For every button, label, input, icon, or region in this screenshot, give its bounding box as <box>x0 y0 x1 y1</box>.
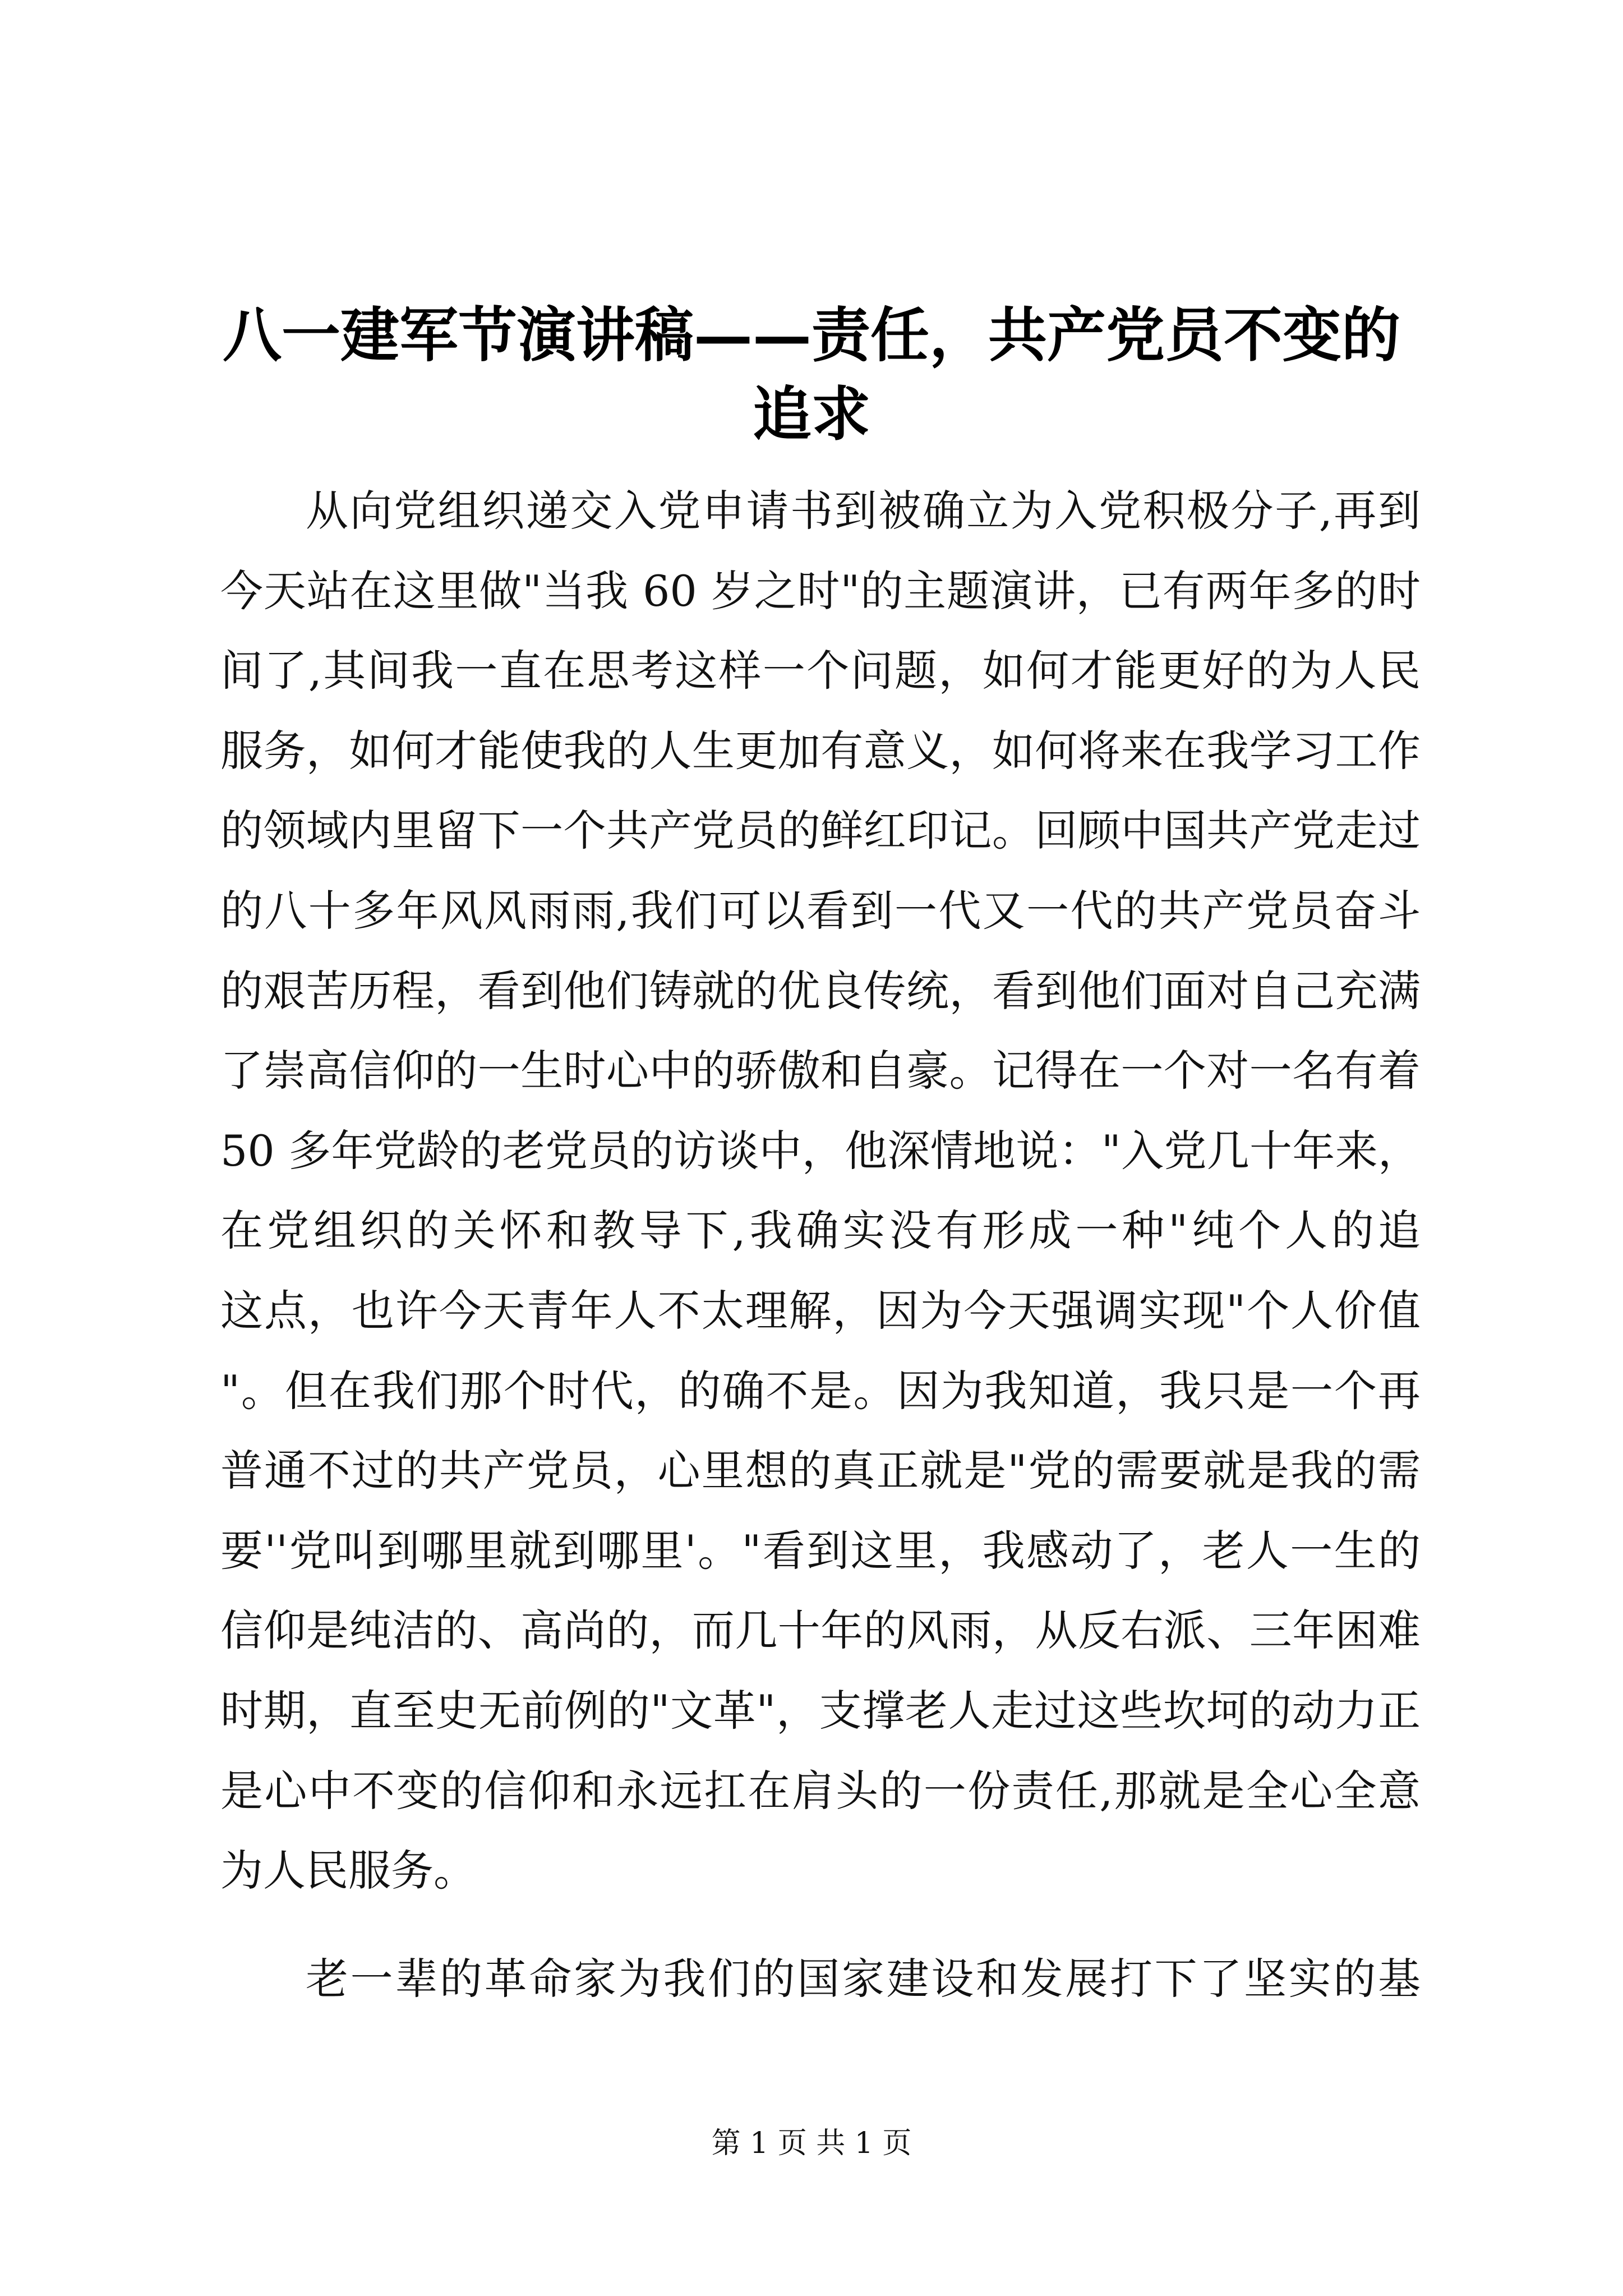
paragraph-line: 信仰是纯洁的、高尚的，而几十年的风雨，从反右派、三年困难 <box>220 1605 1421 1656</box>
paragraph-line: 要''党叫到哪里就到哪里'。"看到这里，我感动了，老人一生的 <box>220 1525 1421 1576</box>
paragraph-line: 的八十多年风风雨雨,我们可以看到一代又一代的共产党员奋斗 <box>220 885 1421 936</box>
paragraph-line: 为人民服务。 <box>220 1846 476 1896</box>
document-body <box>220 471 1421 2019</box>
paragraph-line: 是心中不变的信仰和永远扛在肩头的一份责任,那就是全心全意 <box>220 1765 1421 1816</box>
paragraph <box>220 471 1421 1911</box>
paragraph-line: 老一辈的革命家为我们的国家建设和发展打下了坚实的基 <box>306 1953 1421 2004</box>
paragraph-line: 间了,其间我一直在思考这样一个问题，如何才能更好的为人民 <box>220 646 1421 696</box>
title-line: 八一建军节演讲稿——责任，共产党员不变的 <box>222 300 1400 370</box>
paragraph-line: 这点，也许今天青年人不太理解，因为今天强调实现"个人价值 <box>220 1285 1421 1336</box>
paragraph-line: 50 多年党龄的老党员的访谈中，他深情地说："入党几十年来， <box>220 1125 1421 1176</box>
paragraph-line: 的领域内里留下一个共产党员的鲜红印记。回顾中国共产党走过 <box>220 806 1421 856</box>
paragraph-line: 了崇高信仰的一生时心中的骄傲和自豪。记得在一个对一名有着 <box>220 1046 1421 1096</box>
paragraph-line: 普通不过的共产党员，心里想的真正就是"党的需要就是我的需 <box>220 1446 1421 1496</box>
paragraph-line: 在党组织的关怀和教导下,我确实没有形成一种"纯个人的追 <box>220 1205 1421 1256</box>
page-footer: 第 1 页 共 1 页 <box>711 2127 912 2160</box>
paragraph-line: "。但在我们那个时代，的确不是。因为我知道，我只是一个再 <box>220 1365 1421 1416</box>
paragraph-line: 今天站在这里做"当我 60 岁之时"的主题演讲，已有两年多的时 <box>220 565 1421 616</box>
paragraph <box>220 1939 1421 2019</box>
paragraph-line: 时期，直至史无前例的"文革"，支撑老人走过这些坎坷的动力正 <box>220 1685 1421 1736</box>
document-title <box>168 296 1455 454</box>
paragraph-line: 从向党组织递交入党申请书到被确立为入党积极分子,再到 <box>306 486 1421 536</box>
title-line: 追求 <box>752 379 870 449</box>
paragraph-line: 服务，如何才能使我的人生更加有意义，如何将来在我学习工作 <box>220 725 1421 776</box>
paragraph-line: 的艰苦历程，看到他们铸就的优良传统，看到他们面对自己充满 <box>220 965 1421 1016</box>
